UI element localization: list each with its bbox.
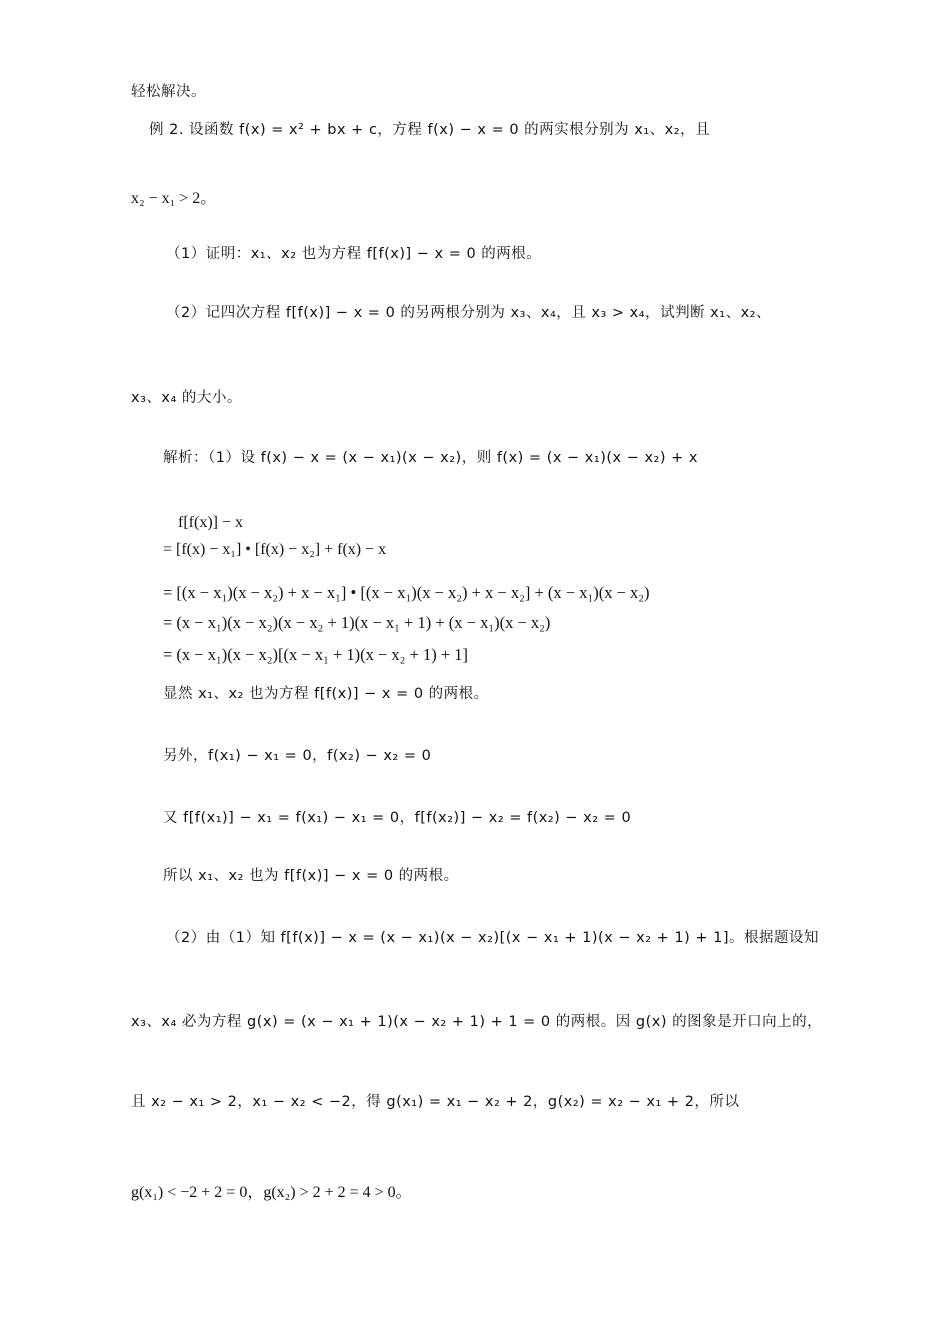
solution-line: 解析：（1）设 f(x) − x = (x − x₁)(x − x₂)，则 f(x) = (x − x₁)(x − x₂) + x	[163, 450, 698, 466]
example-heading: 例 2. 设函数 f(x) = x² + bx + c，方程 f(x) − x = 0 的两实根分别为 x₁、x₂，且	[149, 122, 711, 138]
text-line: 另外，f(x₁) − x₁ = 0，f(x₂) − x₂ = 0	[163, 748, 432, 764]
text-line: x₃、x₄ 的大小。	[131, 390, 242, 406]
text-line: （2）由（1）知 f[f(x)] − x = (x − x₁)(x − x₂)[(x − x₁ + 1)(x − x₂ + 1) + 1]。根据题设知	[166, 930, 820, 946]
text-line: 显然 x₁、x₂ 也为方程 f[f(x)] − x = 0 的两根。	[163, 686, 489, 702]
text-line: 且 x₂ − x₁ > 2，x₁ − x₂ < −2，得 g(x₁) = x₁ − x₂ + 2，g(x₂) = x₂ − x₁ + 2，所以	[131, 1094, 740, 1110]
text-line: x₃、x₄ 必为方程 g(x) = (x − x₁ + 1)(x − x₂ + 1) + 1 = 0 的两根。因 g(x) 的图象是开口向上的，	[131, 1014, 823, 1030]
math-line: g(x₁) < −2 + 2 = 0，g(x₂) > 2 + 2 = 4 > 0。	[131, 1184, 412, 1201]
derivation-line: = (x − x₁)(x − x₂)[(x − x₁ + 1)(x − x₂ + 1) + 1]	[163, 645, 469, 664]
derivation-line: = [(x − x₁)(x − x₂) + x − x₁] • [(x − x₁)(x − x₂) + x − x₂] + (x − x₁)(x − x₂)	[163, 583, 650, 602]
question-part-1: （1）证明：x₁、x₂ 也为方程 f[f(x)] − x = 0 的两根。	[166, 246, 542, 262]
derivation-line: f[f(x)] − x	[178, 514, 243, 531]
text-line: 轻松解决。	[131, 84, 206, 100]
text-line: 又 f[f(x₁)] − x₁ = f(x₁) − x₁ = 0，f[f(x₂)] − x₂ = f(x₂) − x₂ = 0	[163, 810, 632, 826]
derivation-line: = [f(x) − x₁] • [f(x) − x₂] + f(x) − x	[163, 541, 387, 558]
math-line: x₂ − x₁ > 2。	[131, 190, 217, 207]
question-part-2: （2）记四次方程 f[f(x)] − x = 0 的另两根分别为 x₃、x₄，且 x₃ > x₄，试判断 x₁、x₂、	[166, 305, 771, 321]
derivation-line: = (x − x₁)(x − x₂)(x − x₂ + 1)(x − x₁ + 1) + (x − x₁)(x − x₂)	[163, 613, 551, 632]
text-line: 所以 x₁、x₂ 也为 f[f(x)] − x = 0 的两根。	[163, 868, 459, 884]
